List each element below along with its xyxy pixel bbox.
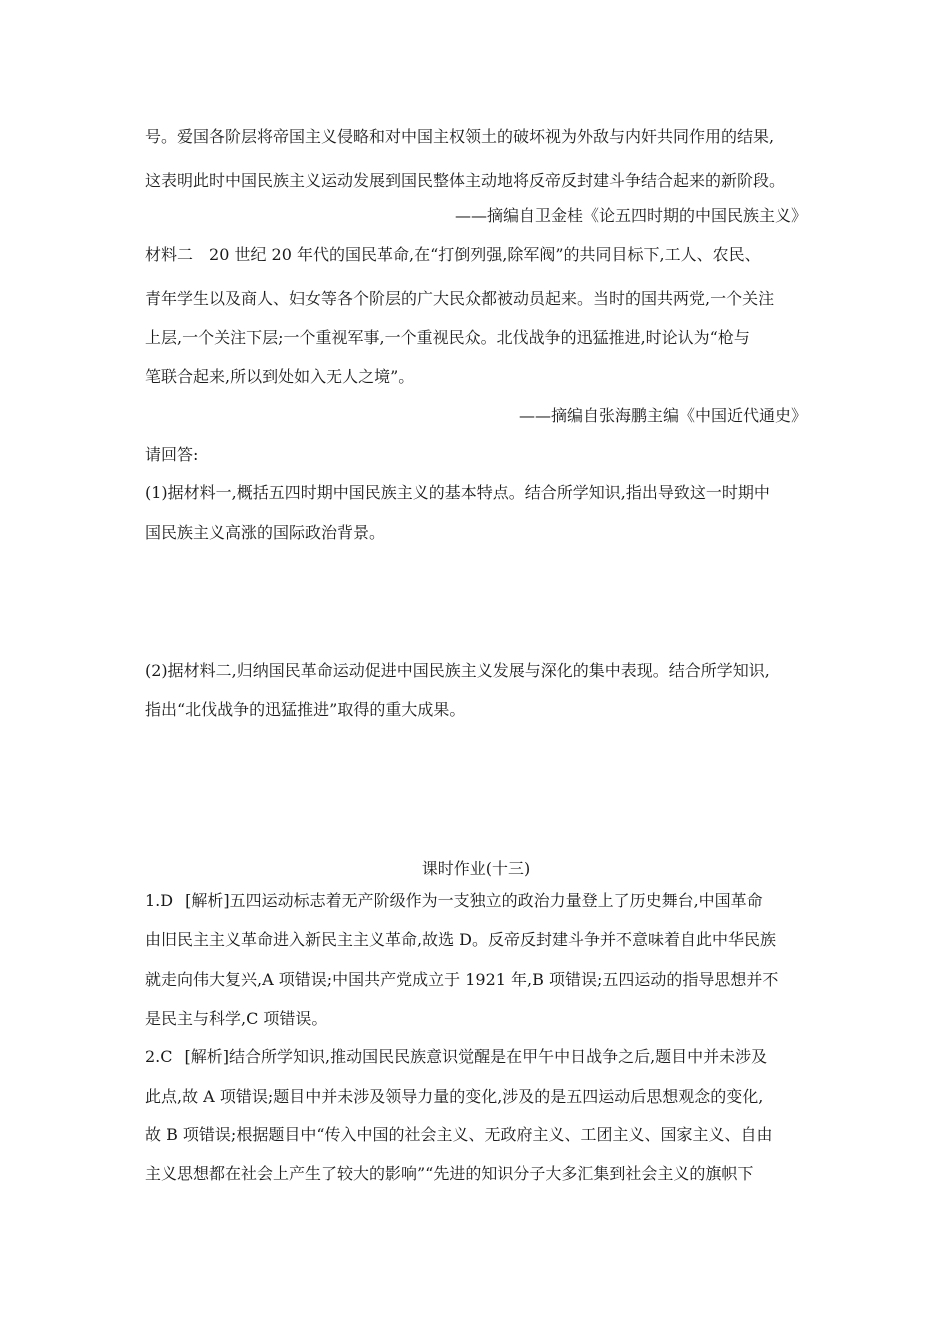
answer1-first-line [145, 890, 810, 912]
answer1-line: [解析]五四运动标志着无产阶级作为一支独立的政治力量登上了历史舞台,中国革命 [185, 891, 763, 910]
question1-line: (1)据材料一,概括五四时期中国民族主义的基本特点。结合所学知识,指出导致这一时期中 [145, 483, 770, 502]
material1-line: 号。爱国各阶层将帝国主义侵略和对中国主权领土的破坏视为外敌与内奸共同作用的结果, [145, 127, 775, 146]
answer1-line: 由旧民主主义革命进入新民主主义革命,故选 D。反帝反封建斗争并不意味着自此中华民族 [145, 930, 777, 949]
material2-line: 青年学生以及商人、妇女等各个阶层的广大民众都被动员起来。当时的国共两党,一个关注 [145, 289, 775, 308]
question2-line: (2)据材料二,归纳国民革命运动促进中国民族主义发展与深化的集中表现。结合所学知识, [145, 661, 770, 680]
material2-line: 上层,一个关注下层;一个重视军事,一个重视民众。北伐战争的迅猛推进,时论认为“枪与 [145, 328, 750, 347]
material2-line: 20 世纪 20 年代的国民革命,在“打倒列强,除军阀”的共同目标下,工人、农民、 [209, 245, 761, 264]
answer2-line: 故 B 项错误;根据题目中“传入中国的社会主义、无政府主义、工团主义、国家主义、自由 [145, 1125, 773, 1144]
material2-line: 笔联合起来,所以到处如入无人之境”。 [145, 367, 415, 386]
answer2-line: 主义思想都在社会上产生了较大的影响”“先进的知识分子大多汇集到社会主义的旗帜下 [145, 1164, 754, 1183]
answer2-first-line [145, 1046, 810, 1068]
material1-source: ——摘编自卫金桂《论五四时期的中国民族主义》 [454, 206, 807, 225]
answer1-line: 就走向伟大复兴,A 项错误;中国共产党成立于 1921 年,B 项错误;五四运动的指导思想并不 [145, 970, 779, 989]
answer1-line: 是民主与科学,C 项错误。 [145, 1009, 328, 1028]
material1-line: 这表明此时中国民族主义运动发展到国民整体主动地将反帝反封建斗争结合起来的新阶段。 [145, 171, 786, 190]
answer1-choice: 1.D [145, 891, 174, 910]
answer2-line: [解析]结合所学知识,推动国民民族意识觉醒是在甲午中日战争之后,题目中并未涉及 [184, 1047, 768, 1066]
answer2-choice: 2.C [145, 1047, 173, 1066]
answer2-line: 此点,故 A 项错误;题目中并未涉及领导力量的变化,涉及的是五四运动后思想观念的变化, [145, 1087, 764, 1106]
material2-label: 材料二 [145, 245, 194, 264]
question2-line: 指出“北伐战争的迅猛推进”取得的重大成果。 [145, 700, 466, 719]
answer-prompt: 请回答: [145, 445, 199, 464]
answers-section-title: 课时作业(十三) [421, 859, 531, 878]
question1-line: 国民族主义高涨的国际政治背景。 [145, 523, 386, 542]
material2-first-line [145, 244, 810, 266]
material2-source: ——摘编自张海鹏主编《中国近代通史》 [518, 406, 807, 425]
